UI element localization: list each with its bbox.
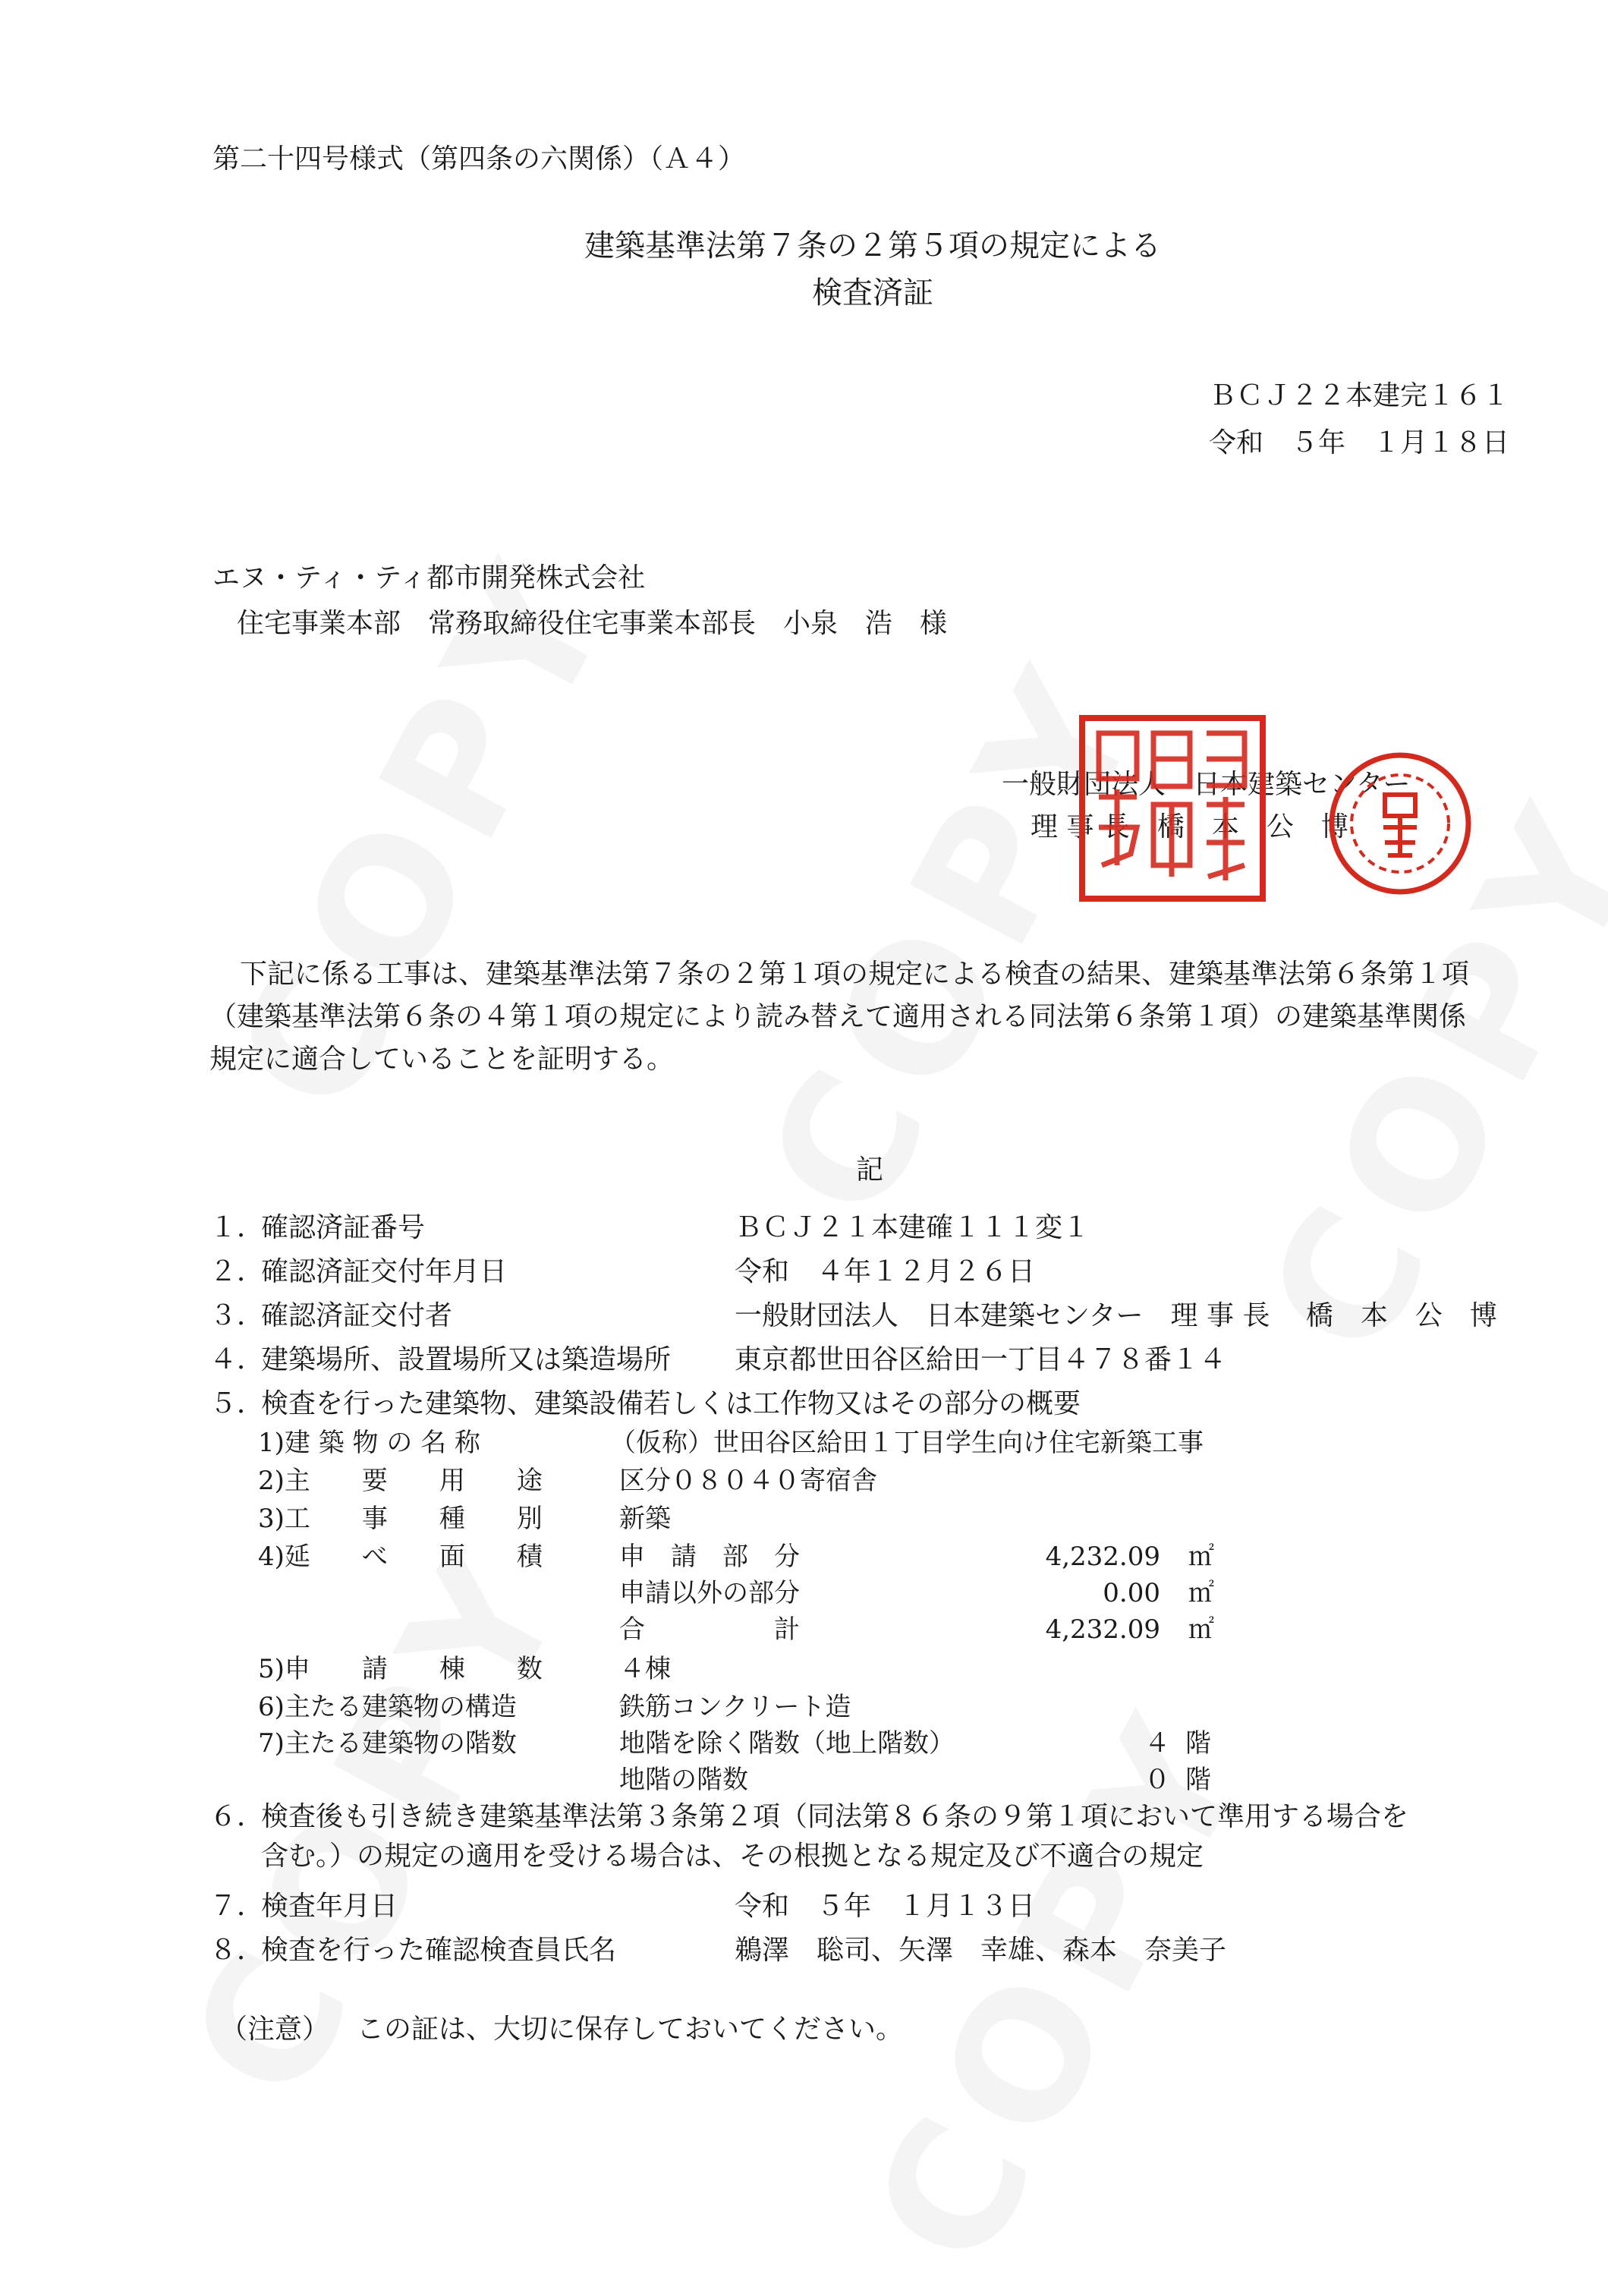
recipient-company: エヌ・ティ・ティ都市開発株式会社 <box>212 562 646 594</box>
floors-row-label: 地階を除く階数（地上階数） <box>619 1728 955 1759</box>
item-number: ４． <box>209 1344 265 1375</box>
floors-row-value: ４ <box>1144 1728 1170 1759</box>
item-label: 確認済証交付者 <box>261 1300 453 1331</box>
item-number: ５． <box>209 1388 265 1419</box>
item-value: 東京都世田谷区給田一丁目４７８番１４ <box>735 1344 1227 1375</box>
issue-number: ＢＣＪ２２本建完１６１ <box>1208 380 1509 411</box>
floors-row-unit: 階 <box>1185 1765 1211 1795</box>
area-row-value: 4,232.09 <box>1045 1542 1160 1572</box>
area-row-label: 申 請 部 分 <box>619 1542 800 1572</box>
outline-structure-label: 6)主たる建築物の構造 <box>258 1692 517 1722</box>
item-number: １． <box>209 1212 265 1243</box>
item-number: ８． <box>209 1935 265 1966</box>
item-number: ３． <box>209 1300 265 1331</box>
copy-watermark <box>835 1679 1292 2296</box>
outline-name-value: （仮称）世田谷区給田１丁目学生向け住宅新築工事 <box>610 1428 1204 1458</box>
round-seal-stamp <box>1324 748 1476 899</box>
outline-floors-label: 7)主たる建築物の階数 <box>258 1728 517 1759</box>
ki-heading: 記 <box>856 1154 884 1186</box>
item-label: 検査を行った建築物、建築設備若しくは工作物又はその部分の概要 <box>261 1388 1081 1419</box>
outline-kind-value: 新築 <box>619 1504 671 1534</box>
document-title: 建築基準法第７条の２第５項の規定による <box>584 228 1161 263</box>
note-label: （注意） <box>220 2014 330 2045</box>
item6-line2: 含む。）の規定の適用を受ける場合は、その根拠となる規定及び不適合の規定 <box>261 1841 1204 1872</box>
area-row-value: 0.00 <box>1103 1578 1160 1608</box>
item-value: 鵜澤 聡司、矢澤 幸雄、森本 奈美子 <box>735 1935 1227 1966</box>
square-seal-stamp <box>1078 713 1267 903</box>
area-row-label: 合 計 <box>619 1614 800 1645</box>
form-label: 第二十四号様式（第四条の六関係）（Ａ４） <box>212 143 746 175</box>
item-label: 確認済証交付年月日 <box>261 1256 508 1287</box>
item-number: ７． <box>209 1891 265 1922</box>
outline-structure-value: 鉄筋コンクリート造 <box>619 1692 851 1722</box>
certification-text-line1: 下記に係る工事は、建築基準法第７条の２第１項の規定による検査の結果、建築基準法第６条第１項 <box>240 959 1470 990</box>
area-row-unit: ㎡ <box>1188 1578 1214 1608</box>
floors-row-label: 地階の階数 <box>619 1765 748 1795</box>
item-label: 確認済証番号 <box>261 1212 426 1243</box>
area-row-unit: ㎡ <box>1188 1542 1214 1572</box>
floors-row-unit: 階 <box>1185 1728 1211 1759</box>
outline-buildings-label: 5)申 請 棟 数 <box>258 1654 543 1684</box>
item6-line1: 検査後も引き続き建築基準法第３条第２項（同法第８６条の９第１項において準用する場合を <box>261 1801 1409 1832</box>
certification-text-line2: （建築基準法第６条の４第１項の規定により読み替えて適用される同法第６条第１項）の建築基準関係 <box>209 1001 1467 1032</box>
area-row-label: 申請以外の部分 <box>619 1578 800 1608</box>
issuer-representative: 理 事 長 橋 本 公 博 <box>1031 811 1348 842</box>
outline-area-label: 4)延 べ 面 積 <box>258 1542 543 1572</box>
recipient-person: 住宅事業本部 常務取締役住宅事業本部長 小泉 浩 様 <box>237 608 948 639</box>
outline-kind-label: 3)工 事 種 別 <box>258 1504 543 1534</box>
issue-date: 令和 ５年 １月１８日 <box>1208 427 1509 458</box>
area-row-unit: ㎡ <box>1188 1614 1214 1645</box>
document-subtitle: 検査済証 <box>812 276 933 310</box>
item-label: 建築場所、設置場所又は築造場所 <box>261 1344 672 1375</box>
item-value: 令和 ５年 １月１３日 <box>735 1891 1036 1922</box>
outline-name-label: 1)建 築 物 の 名 称 <box>258 1428 480 1458</box>
certification-text-line3: 規定に適合していることを証明する。 <box>209 1044 675 1075</box>
note-text: この証は、大切に保存しておいてください。 <box>357 2014 904 2045</box>
outline-use-value: 区分０８０４０寄宿舎 <box>619 1466 877 1496</box>
area-row-value: 4,232.09 <box>1045 1614 1160 1645</box>
item-number: ２． <box>209 1256 265 1287</box>
issuer-org: 一般財団法人 日本建築センター <box>1002 769 1411 800</box>
item-value: ＢＣＪ２１本建確１１１変１ <box>735 1212 1090 1243</box>
item-value: 一般財団法人 日本建築センター 理 事 長 橋 本 公 博 <box>735 1300 1497 1331</box>
item-number: ６． <box>209 1801 265 1832</box>
item-value: 令和 ４年１２月２６日 <box>735 1256 1036 1287</box>
item-label: 検査年月日 <box>261 1891 398 1922</box>
outline-buildings-value: ４棟 <box>619 1654 671 1684</box>
outline-use-label: 2)主 要 用 途 <box>258 1466 543 1496</box>
floors-row-value: ０ <box>1144 1765 1170 1795</box>
item-label: 検査を行った確認検査員氏名 <box>261 1935 617 1966</box>
